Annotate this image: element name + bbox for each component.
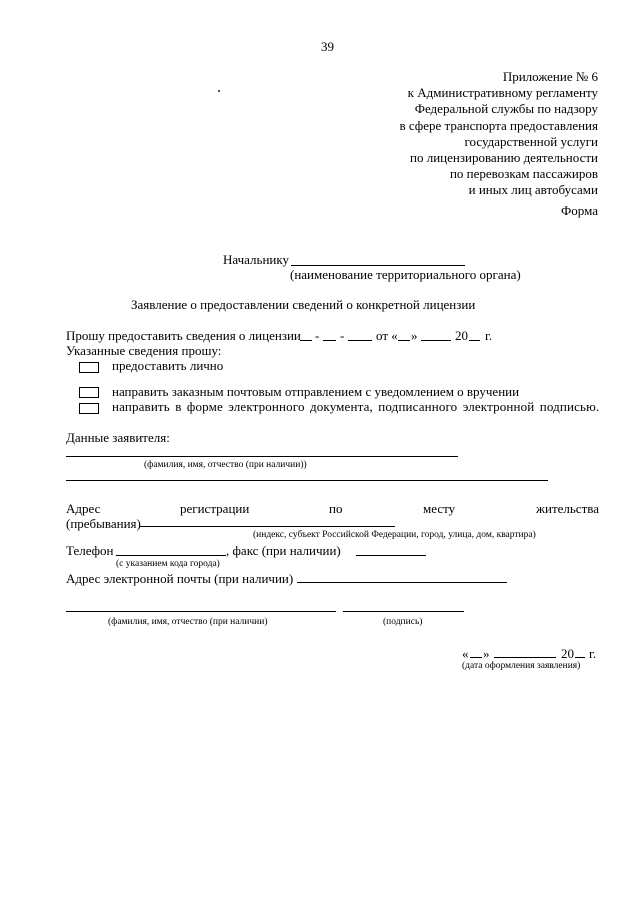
- license-number-part3[interactable]: [348, 340, 372, 341]
- date-close-quote: »: [483, 646, 490, 661]
- address-word: жительства: [536, 501, 599, 516]
- date-open-quote: «: [462, 646, 469, 661]
- phone-caption: (с указанием кода города): [116, 559, 220, 569]
- email-field[interactable]: [297, 582, 507, 583]
- date-day-field[interactable]: [470, 657, 482, 658]
- document-title: Заявление о предоставлении сведений о конкретной лицензии: [131, 297, 476, 312]
- address-field[interactable]: [140, 526, 395, 527]
- license-month-field[interactable]: [421, 340, 451, 341]
- info-label: Указанные сведения прошу:: [66, 343, 222, 358]
- applicant-extra-field[interactable]: [66, 480, 548, 481]
- date-year-suffix: г.: [589, 646, 597, 661]
- license-day-field[interactable]: [398, 340, 410, 341]
- appendix-line: к Административному регламенту: [407, 85, 598, 101]
- appendix-line: по лицензированию деятельности: [410, 150, 598, 166]
- year-suffix: г.: [485, 328, 493, 343]
- applicant-fio-caption: (фамилия, имя, отчество (при наличии)): [144, 460, 307, 470]
- appendix-line: Федеральной службы по надзору: [414, 101, 598, 117]
- address-word: Адрес: [66, 501, 101, 516]
- year-prefix: 20: [455, 328, 468, 343]
- option-in-person-label: предоставить лично: [112, 358, 224, 373]
- option-mail-label: направить заказным почтовым отправлением с уведомлением о вручении: [112, 384, 520, 399]
- from-label: от «: [376, 328, 398, 343]
- date-caption: (дата оформления заявления): [462, 661, 581, 671]
- option-electronic-checkbox[interactable]: [79, 403, 99, 414]
- email-label: Адрес электронной почты (при наличии): [66, 571, 294, 586]
- license-number-part2[interactable]: [323, 340, 336, 341]
- appendix-line: Приложение № 6: [502, 69, 598, 84]
- signature-caption: (подпись): [383, 617, 423, 627]
- signature-field[interactable]: [343, 611, 464, 612]
- option-electronic-label: направить в форме электронного документа, подписанного электронной подписью.: [112, 399, 600, 414]
- date-month-field[interactable]: [494, 657, 556, 658]
- appendix-line: государственной услуги: [464, 133, 598, 149]
- license-year-field[interactable]: [469, 340, 480, 341]
- appendix-block: [399, 69, 598, 199]
- signature-fio-caption: (фамилия, имя, отчество (при наличии): [108, 617, 268, 627]
- signature-fio-field[interactable]: [66, 611, 336, 612]
- applicant-label: Данные заявителя:: [66, 430, 170, 445]
- request-text: Прошу предоставить сведения о лицензии: [66, 328, 301, 343]
- date-year-prefix: 20: [561, 646, 574, 661]
- option-in-person-checkbox[interactable]: [79, 362, 99, 373]
- date-year-field[interactable]: [575, 657, 585, 658]
- address-caption: (индекс, субъект Российской Федерации, город, улица, дом, квартира): [253, 530, 536, 540]
- addressee-caption: (наименование территориального органа): [290, 267, 521, 282]
- address-word: месту: [423, 501, 456, 516]
- phone-label: Телефон: [66, 543, 114, 558]
- quote-close: »: [411, 328, 418, 343]
- dash: -: [340, 328, 345, 343]
- form-label: Форма: [561, 203, 598, 218]
- addressee-label: Начальнику: [223, 252, 290, 267]
- address-word: регистрации: [180, 501, 250, 516]
- scan-dot: [218, 90, 220, 92]
- address-line2-label: (пребывания): [66, 516, 141, 531]
- appendix-line: по перевозкам пассажиров: [449, 166, 598, 182]
- fax-field[interactable]: [356, 555, 426, 556]
- page-number: 39: [321, 39, 334, 54]
- dash: -: [315, 328, 320, 343]
- option-mail-checkbox[interactable]: [79, 387, 99, 398]
- addressee-field[interactable]: [291, 265, 465, 266]
- phone-field[interactable]: [116, 555, 226, 556]
- applicant-fio-field[interactable]: [66, 456, 458, 457]
- fax-label: , факс (при наличии): [226, 543, 341, 558]
- appendix-line: и иных лиц автобусами: [468, 182, 598, 198]
- address-word: по: [329, 501, 343, 516]
- license-number-part1[interactable]: [300, 340, 312, 341]
- appendix-line: в сфере транспорта предоставления: [399, 117, 598, 133]
